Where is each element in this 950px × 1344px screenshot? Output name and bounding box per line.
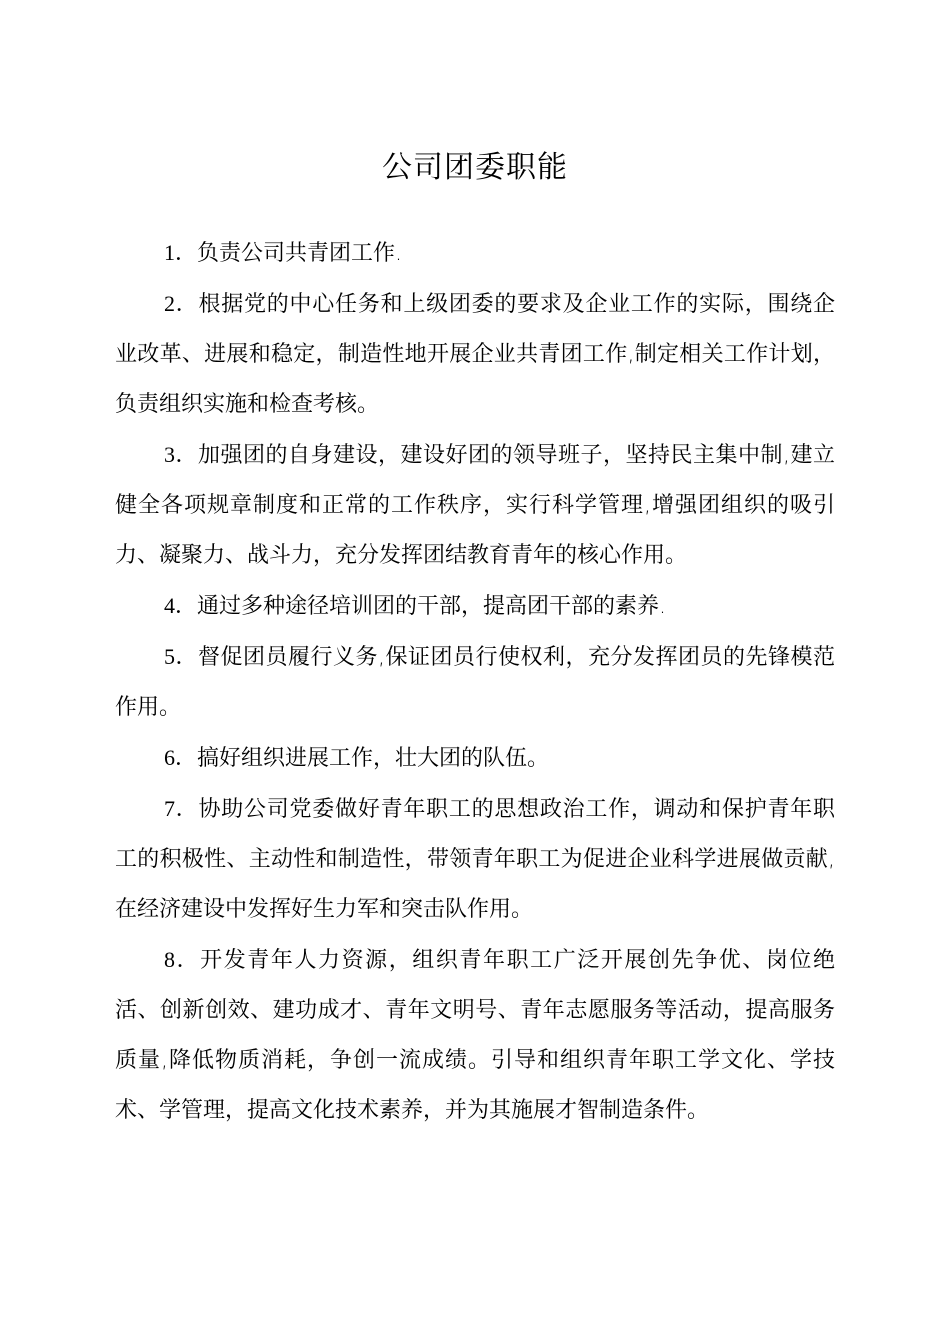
paragraph-4 [115,581,835,632]
paragraph-number: 1． [164,240,198,265]
paragraph-text: 负责公司共青团工作. [197,241,403,266]
document-body [115,228,835,1136]
paragraph-text: 督促团员履行义务,保证团员行使权利，充分发挥团员的先锋模范作用。 [115,645,835,720]
document-title: 公司团委职能 [382,150,568,186]
paragraph-7 [115,784,835,935]
paragraph-text: 通过多种途径培训团的干部，提高团干部的素养. [197,594,667,619]
paragraph-text: 搞好组织进展工作，壮大团的队伍。 [197,746,550,771]
paragraph-text: 协助公司党委做好青年职工的思想政治工作，调动和保护青年职工的积极性、主动性和制造性，带领青年职工为促进企业科学进展做贡献,在经济建设中发挥好生力军和突击队作用。 [115,797,835,922]
paragraph-number: 6． [164,745,198,770]
paragraph-8 [115,935,835,1136]
paragraph-number: 3． [164,442,198,467]
paragraph-3 [115,430,835,581]
paragraph-number: 2． [164,291,199,316]
paragraph-2 [115,279,835,430]
paragraph-5 [115,632,835,733]
paragraph-text: 加强团的自身建设，建设好团的领导班子，坚持民主集中制,建立健全各项规章制度和正常的工作秩序，实行科学管理,增强团组织的吸引力、凝聚力、战斗力，充分发挥团结教育青年的核心作用。 [115,443,835,568]
paragraph-number: 7． [164,796,199,821]
paragraph-number: 8． [164,947,201,972]
paragraph-1 [115,228,835,279]
paragraph-number: 4． [164,593,198,618]
paragraph-text: 根据党的中心任务和上级团委的要求及企业工作的实际，围绕企业改革、进展和稳定，制造性地开展企业共青团工作,制定相关工作计划，负责组织实施和检查考核。 [115,292,835,417]
paragraph-6 [115,733,835,784]
paragraph-text: 开发青年人力资源，组织青年职工广泛开展创先争优、岗位绝活、创新创效、建功成才、青年文明号、青年志愿服务等活动，提高服务质量,降低物质消耗，争创一流成绩。引导和组织青年职工学文化、学技术、学管理，提高文化技术素养，并为其施展才智制造条件。 [115,948,835,1123]
paragraph-number: 5． [164,644,198,669]
